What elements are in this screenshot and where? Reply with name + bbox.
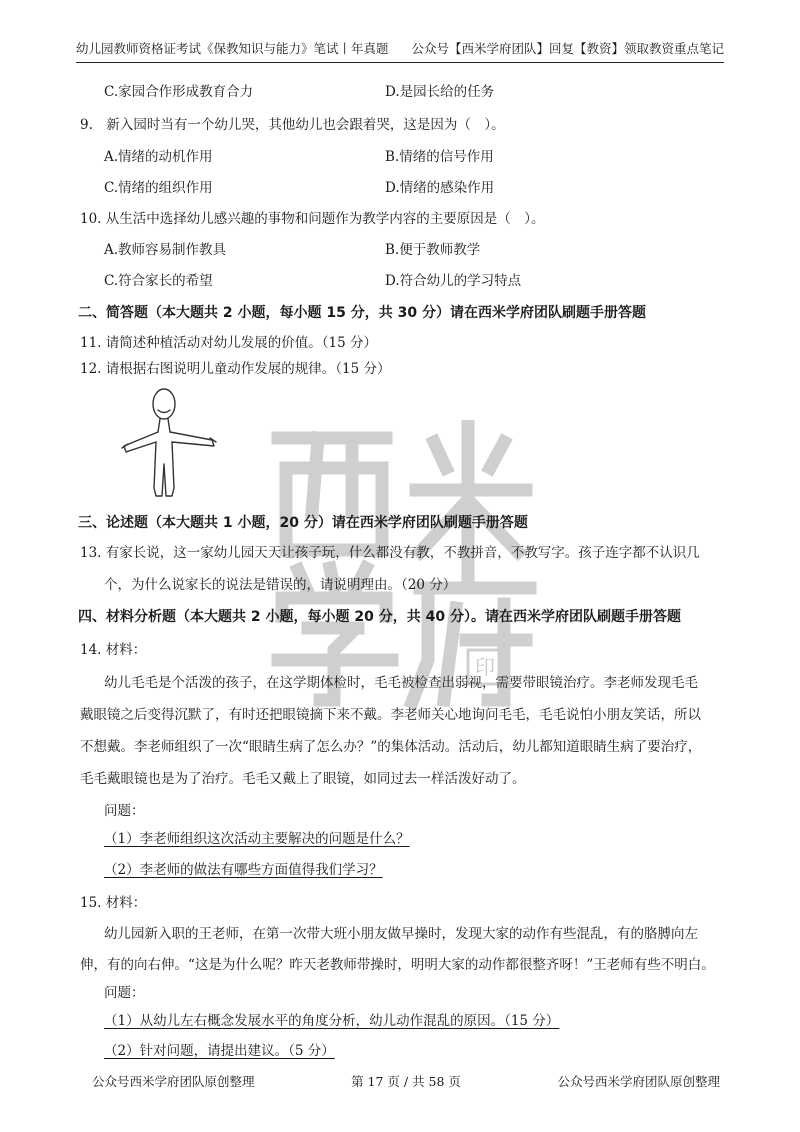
footer-left: 公众号西米学府团队原创整理 xyxy=(92,1074,255,1089)
q15-paragraph-1: 幼儿园新入职的王老师，在第一次带大班小朋友做早操时，发现大家的动作有些混乱，有的胳膊向左 xyxy=(104,926,698,942)
q14-paragraph-2: 戴眼镜之后变得沉默了，有时还把眼镜摘下来不戴。李老师关心地询问毛毛，毛毛说怕小朋友笑话，所以 xyxy=(80,707,701,723)
page-footer xyxy=(92,1072,720,1092)
q9-option-c: C.情绪的组织作用 xyxy=(104,180,213,196)
footer-right: 公众号西米学府团队原创整理 xyxy=(557,1074,720,1089)
child-stick-figure-image xyxy=(118,380,228,510)
svg-text:印: 印 xyxy=(475,655,495,679)
q14-subquestion-2: （2）李老师的做法有哪些方面值得我们学习？ xyxy=(104,862,383,878)
header-right-promo: 公众号【西米学府团队】回复【教资】领取教资重点笔记 xyxy=(411,41,724,56)
q14-question-label: 问题： xyxy=(104,803,145,819)
q15-label: 15. 材料： xyxy=(80,895,147,911)
section-2-heading: 二、简答题（本大题共 2 小题，每小题 15 分，共 30 分）请在西米学府团队刷题手册答题 xyxy=(78,305,646,321)
q10-option-d: D.符合幼儿的学习特点 xyxy=(385,273,522,289)
section-4-heading: 四、材料分析题（本大题共 2 小题，每小题 20 分，共 40 分）。请在西米学府团队刷题手册答题 xyxy=(78,609,681,625)
q8-option-d: D.是园长给的任务 xyxy=(385,84,495,100)
q9-option-d: D.情绪的感染作用 xyxy=(385,180,495,196)
q15-subquestion-1: （1）从幼儿左右概念发展水平的角度分析，幼儿动作混乱的原因。（15 分） xyxy=(104,1013,560,1029)
page-header xyxy=(76,38,724,63)
q9-stem: 9. 新入园时当有一个幼儿哭，其他幼儿也会跟着哭，这是因为（ ）。 xyxy=(80,117,505,133)
q10-option-a: A.教师容易制作教具 xyxy=(104,242,227,258)
q15-subquestion-2: （2）针对问题，请提出建议。（5 分） xyxy=(104,1043,335,1059)
q9-option-a: A.情绪的动机作用 xyxy=(104,149,213,165)
q15-paragraph-2: 伸，有的向右伸。“这是为什么呢？昨天老教师带操时，明明大家的动作都很整齐呀！”王老师有些不明白。 xyxy=(80,957,715,973)
q14-paragraph-1: 幼儿毛毛是个活泼的孩子，在这学期体检时，毛毛被检查出弱视，需要带眼镜治疗。李老师发现毛毛 xyxy=(104,675,698,691)
q13-line-1: 13. 有家长说，这一家幼儿园天天让孩子玩，什么都没有教，不教拼音，不教写字。孩子连字都不认识几 xyxy=(80,545,700,561)
q8-option-c: C.家园合作形成教育合力 xyxy=(104,84,254,100)
header-left-title: 幼儿园教师资格证考试《保教知识与能力》笔试丨年真题 xyxy=(76,41,389,56)
q13-line-2: 个，为什么说家长的说法是错误的，请说明理由。（20 分） xyxy=(104,577,457,593)
q14-label: 14. 材料： xyxy=(80,642,147,658)
q14-paragraph-4: 毛毛戴眼镜也是为了治疗。毛毛又戴上了眼镜，如同过去一样活泼好动了。 xyxy=(80,771,526,787)
watermark-logo xyxy=(268,420,538,710)
q14-subquestion-1: （1）李老师组织这次活动主要解决的问题是什么？ xyxy=(104,831,410,847)
q15-question-label: 问题： xyxy=(104,985,145,1001)
q14-paragraph-3: 不想戴。李老师组织了一次“眼睛生病了怎么办？”的集体活动。活动后，幼儿都知道眼睛生病了要治疗， xyxy=(80,739,702,755)
q10-stem: 10. 从生活中选择幼儿感兴趣的事物和问题作为教学内容的主要原因是（ ）。 xyxy=(80,211,545,227)
q10-option-b: B.便于教师教学 xyxy=(385,242,481,258)
page-number: 第 17 页 / 共 58 页 xyxy=(351,1074,461,1089)
section-3-heading: 三、论述题（本大题共 1 小题，20 分）请在西米学府团队刷题手册答题 xyxy=(78,515,528,531)
q10-option-c: C.符合家长的希望 xyxy=(104,273,213,289)
q9-option-b: B.情绪的信号作用 xyxy=(385,149,494,165)
q11-stem: 11. 请简述种植活动对幼儿发展的价值。（15 分） xyxy=(80,335,377,351)
q12-stem: 12. 请根据右图说明儿童动作发展的规律。（15 分） xyxy=(80,361,391,377)
